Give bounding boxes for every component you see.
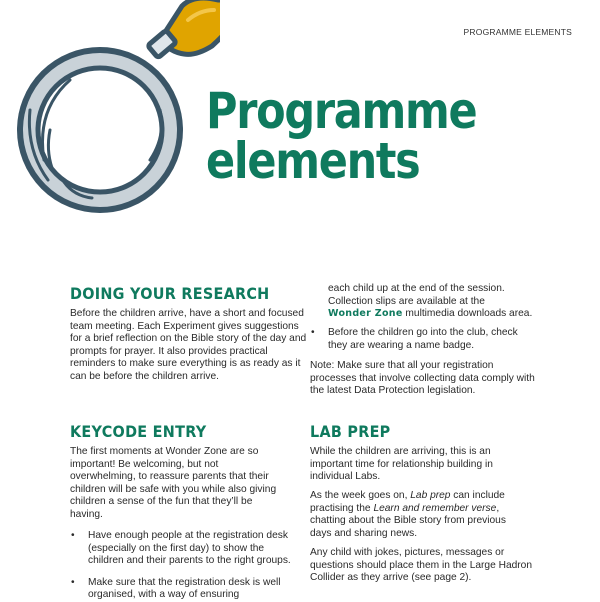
- keycode-bullet-list: [70, 530, 300, 602]
- labprep-paragraph-1: While the children are arriving, this is an important time for relationship building in individual Labs.: [310, 446, 493, 482]
- research-body: Before the children arrive, have a short and focused team meeting. Each Experiment gives suggestions for a brief reflection on the Bible story of the day and prompts for prayer. It also provides practical reminders to make sure everything is as ready as it can be before the children arrive.: [70, 308, 307, 382]
- magnifier-illustration: [0, 0, 220, 240]
- bullet-marker: •: [71, 576, 75, 588]
- bullet-marker: •: [311, 327, 315, 338]
- keycode-body: The first moments at Wonder Zone are so important! Be welcoming, but not overwhelming, to reassure parents that their children will be safe with you while also giving children a sense of the fun that they’ll be having.: [70, 446, 277, 520]
- magnifier-lens: [20, 50, 180, 210]
- labprep-paragraph-2: As the week goes on, Lab prep can include practising the Learn and remember verse, chatting about the Bible story from previous days and sharing news.: [310, 490, 506, 539]
- labprep-paragraph-3: Any child with jokes, pictures, messages or questions should place them in the Large Hadron Collider as they arrive (see page 2).: [310, 547, 533, 583]
- bullet-marker: •: [71, 530, 75, 541]
- page-title-line-1: Programme: [206, 82, 477, 140]
- name-badge-bullet: • Before the children go into the club, check they are wearing a name badge.: [311, 327, 518, 351]
- lab-prep-term: Lab prep: [410, 490, 451, 501]
- keycode-bullet-1: • Have enough people at the registration desk (especially on the first day) to show the children and their parents to the right groups.: [71, 530, 291, 566]
- collection-slips-line: Collection slips are available at the Wonder Zone multimedia downloads area.: [328, 295, 533, 319]
- research-heading: DOING YOUR RESEARCH: [70, 284, 270, 303]
- page-title: [206, 82, 477, 190]
- magnifier-handle: [148, 0, 220, 58]
- name-badge-bullet-list: [310, 327, 535, 352]
- learn-remember-term: Learn and remember verse: [373, 502, 497, 514]
- keycode-bullet-2: • Make sure that the registration desk is well organised, with a way of ensuring: [71, 576, 281, 600]
- data-protection-note: Note: Make sure that all your registration processes that involve collecting data comply with the latest Data Protection legislation.: [310, 360, 535, 396]
- keycode-heading: KEYCODE ENTRY: [70, 422, 207, 441]
- labprep-heading: LAB PREP: [310, 422, 391, 441]
- section-label: PROGRAMME ELEMENTS: [463, 27, 572, 37]
- continued-line: each child up at the end of the session.: [328, 283, 505, 294]
- collection-paragraph: [328, 283, 543, 321]
- brand-name: Wonder Zone: [328, 308, 403, 319]
- page-title-line-2: elements: [206, 132, 420, 190]
